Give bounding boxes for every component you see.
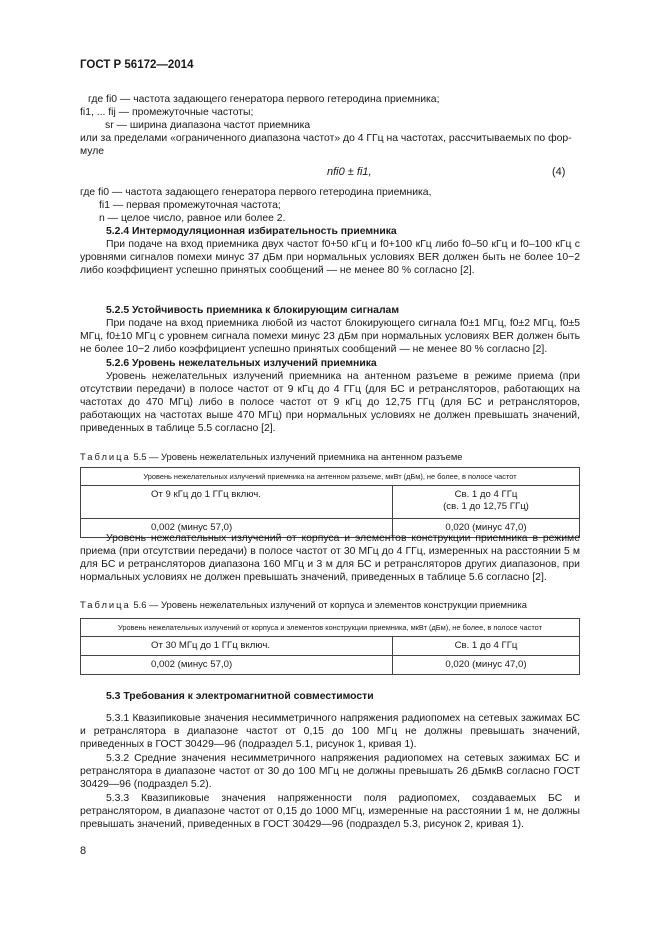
section-5-2-6-text: Уровень нежелательных излучений приемника на антенном разъеме в режиме приема (при отсутствии передачи) в полосе частот от 9 кГц до 4 ГГц (для БС и ретрансляторов, работающих на частотах до 470 МГц) либо в полосе частот от 9 кГц до 12,75 ГГц (для БС и ретрансляторов, работающих на частотах выше 470 МГц) при нормальных условиях не должен превышать значений, приведенных в таблице 5.5 согласно [2]. <box>80 371 580 435</box>
table-5-6-col1: От 30 МГц до 1 ГГц включ. <box>81 637 393 656</box>
section-5-2-5-text: При подаче на вход приемника любой из частот блокирующего сигнала f0±1 МГц, f0±2 МГц, f0±5 МГц, f0±10 МГц с уровнем сигнала помехи минус 23 дБм при нормальных условиях BER должен быть не более 10−2 либо коэффициент успешно принятых сообщений — не менее 80 % согласно [2]. <box>80 318 580 356</box>
section-5-2-6-title: 5.2.6 Уровень нежелательных излучений приемника <box>106 358 377 369</box>
formula-number: (4) <box>552 166 566 178</box>
table-5-5-header: Уровень нежелательных излучений приемника на антенном разъеме, мкВт (дБм), не более, в полосе частот <box>81 468 580 486</box>
definition2-n: n — целое число, равное или более 2. <box>99 213 286 224</box>
definition-fij: fi1, ... fij — промежуточные частоты; <box>80 107 254 118</box>
formula-4: nfi0 ± fi1, <box>327 166 372 178</box>
section-5-3-title: 5.3 Требования к электромагнитной совместимости <box>106 691 374 702</box>
table-5-6-col2: Св. 1 до 4 ГГц <box>393 637 580 656</box>
definition2-fi0: где fi0 — частота задающего генератора первого гетеродина приемника, <box>80 187 432 198</box>
table-5-5 <box>80 467 580 538</box>
table-5-6-caption-text: 5.6 — Уровень нежелательных излучений от корпуса и элементов конструкции приемника <box>133 599 527 610</box>
section-5-2-4-title: 5.2.4 Интермодуляционная избирательность приемника <box>106 226 397 237</box>
page-number: 8 <box>80 845 87 857</box>
definition-continuation-end: муле <box>80 146 105 157</box>
table-5-6 <box>80 618 580 675</box>
table-5-5-col2 <box>393 486 580 519</box>
table-5-6-caption-label: Таблица <box>80 599 131 610</box>
section-5-3-2-text: 5.3.2 Средние значения несимметричного напряжения радиопомех на сетевых зажимах БС и ретранслятора в диапазоне частот от 30 до 100 МГц не должны превышать 26 дБмкВ согласно ГОСТ 30429—96 (подраздел 5.2). <box>80 753 580 791</box>
definition2-fi1: fi1 — первая промежуточная частота; <box>99 200 281 211</box>
table-5-5-caption-text: 5.5 — Уровень нежелательных излучений приемника на антенном разъеме <box>133 451 463 462</box>
definition-fi0: где fi0 — частота задающего генератора первого гетеродина приемника; <box>88 94 440 105</box>
table-5-6-caption <box>80 599 527 610</box>
table-5-5-col1: От 9 кГц до 1 ГГц включ. <box>81 486 393 519</box>
table-5-5-caption <box>80 451 463 462</box>
table-5-5-col2-line2: (св. 1 до 12,75 ГГц) <box>443 501 529 512</box>
section-5-3-3-text: 5.3.3 Квазипиковые значения напряженности поля радиопомех, создаваемых БС и ретранслятором, в диапазоне частот от 0,15 до 1000 МГц, измеренные на расстоянии 1 м, не должны превышать значений, приведенных в ГОСТ 30429—96 (подраздел 5.3, рисунок 2, кривая 1). <box>80 793 580 831</box>
table-5-5-value1: 0,002 (минус 57,0) <box>81 519 393 538</box>
section-5-2-4-text: При подаче на вход приемника двух частот f0+50 кГц и f0+100 кГц либо f0–50 кГц и f0–100 кГц с уровнями сигналов помехи минус 37 дБм при нормальных условиях BER должен быть не более 10−2 либо коэффициент успешно принятых сообщений — не менее 80 % согласно [2]. <box>80 239 580 277</box>
table-5-6-value2: 0,020 (минус 47,0) <box>393 656 580 675</box>
table-5-5-value2: 0,020 (минус 47,0) <box>393 519 580 538</box>
definition-continuation: или за пределами «ограниченного диапазона частот» до 4 ГГц на частотах, рассчитываемых по фор- <box>80 133 572 144</box>
table-5-6-value1: 0,002 (минус 57,0) <box>81 656 393 675</box>
table-5-5-caption-label: Таблица <box>80 451 131 462</box>
document-header: ГОСТ Р 56172—2014 <box>80 59 194 71</box>
paragraph-table-5-6-intro: Уровень нежелательных излучений от корпуса и элементов конструкции приемника в режиме приема (при отсутствии передачи) в полосе частот от 30 МГц до 4 ГГц, измеренных на расстоянии 5 м для БС и ретрансляторов диапазона 160 МГц и 3 м для БС и ретрансляторов других диапазонов, при нормальных условиях не должен превышать значений, приведенных в таблице 5.6 согласно [2]. <box>80 533 580 584</box>
table-5-5-col2-line1: Св. 1 до 4 ГГц <box>454 489 518 500</box>
section-5-2-5-title: 5.2.5 Устойчивость приемника к блокирующим сигналам <box>106 305 400 316</box>
definition-sr: sr — ширина диапазона частот приемника <box>105 120 311 131</box>
table-5-6-header: Уровень нежелательных излучений от корпуса и элементов конструкции приемника, мкВт (дБм), не более, в полосе частот <box>81 619 580 637</box>
section-5-3-1-text: 5.3.1 Квазипиковые значения несимметричного напряжения радиопомех на сетевых зажимах БС и ретранслятора в диапазоне частот от 0,15 до 100 МГц не должны превышать значений, приведенных в ГОСТ 30429—96 (подраздел 5.1, рисунок 1, кривая 1). <box>80 713 580 751</box>
